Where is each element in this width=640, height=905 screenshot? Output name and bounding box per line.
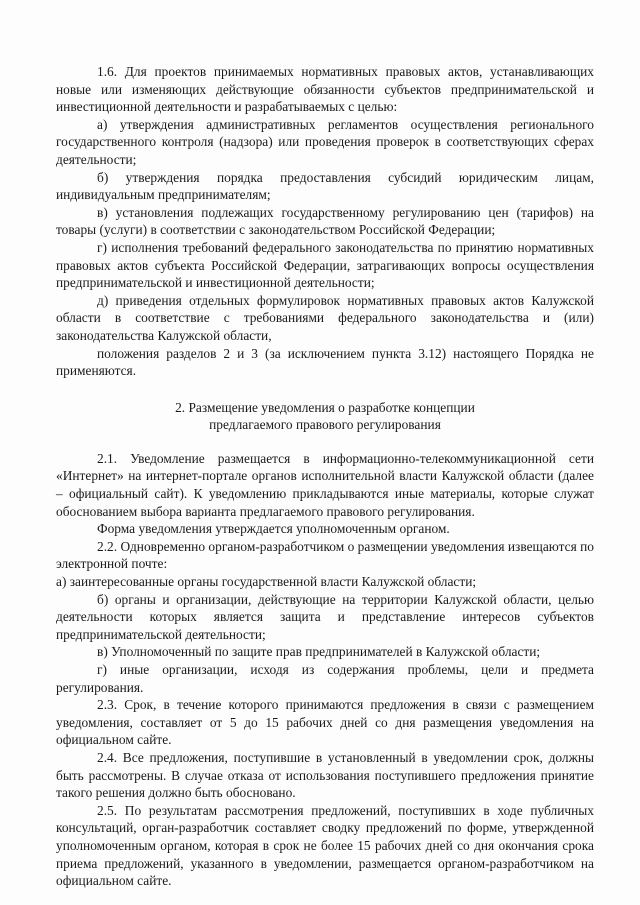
section-2-heading-line2: предлагаемого правового регулирования <box>209 417 441 433</box>
list-item-a: а) утверждения административных регламентов осуществления регионального государственного контроля (надзора) или проведения проверок в соответствующих сферах деятельности; <box>56 116 594 167</box>
section-2-heading-line1: 2. Размещение уведомления о разработке концепции <box>175 399 475 415</box>
list-item-2-b: б) органы и организации, действующие на территории Калужской области, целью деятельности которых является защита и представление интересов субъектов предпринимательской деятельности; <box>56 591 594 642</box>
list-item-2-a: а) заинтересованные органы государственной власти Калужской области; <box>56 574 477 590</box>
paragraph-2-2: 2.2. Одновременно органом-разработчиком о размещении уведомления извещаются по электронной почте: <box>56 538 594 572</box>
paragraph-form: Форма уведомления утверждается уполномоченным органом. <box>97 521 450 537</box>
list-item-v: в) установления подлежащих государственному регулированию цен (тарифов) на товары (услуги) в соответствии с законодательством Российской Федерации; <box>56 204 594 238</box>
list-item-d: д) приведения отдельных формулировок нормативных правовых актов Калужской области в соответствие с требованиями федерального законодательства и (или) законодательства Калужской области, <box>56 292 594 343</box>
paragraph-1-6: 1.6. Для проектов принимаемых нормативных правовых актов, устанавливающих новые или изменяющих действующие обязанности субъектов предпринимательской и инвестиционной деятельности и разрабатываемых с целью: <box>56 64 594 115</box>
paragraph-2-4: 2.4. Все предложения, поступившие в установленный в уведомлении срок, должны быть рассмотрены. В случае отказа от использования поступившего предложения принятие такого решения должно быть обосновано. <box>56 749 594 801</box>
list-item-2-g: г) иные организации, исходя из содержания проблемы, цели и предмета регулирования. <box>56 662 594 695</box>
document-body <box>56 63 594 890</box>
paragraph-closing: положения разделов 2 и 3 (за исключением пункта 3.12) настоящего Порядка не применяются. <box>56 345 594 379</box>
list-item-g: г) исполнения требований федерального законодательства по принятию нормативных правовых актов субъекта Российской Федерации, затрагивающих вопросы осуществления предпринимательской и инвестиционной деятельности; <box>56 239 594 291</box>
paragraph-2-5: 2.5. По результатам рассмотрения предложений, поступивших в ходе публичных консультаций, орган-разработчик составляет сводку предложений по форме, утвержденной уполномоченным органом, которая в срок не более 15 рабочих дней со дня окончания срока приема предложений, указанного в уведомлении, размещается органом-разработчиком на официальном сайте. <box>56 802 594 889</box>
section-2-heading <box>56 399 594 434</box>
paragraph-2-3: 2.3. Срок, в течение которого принимаются предложения в связи с размещением уведомления, составляет от 5 до 15 рабочих дней со дня размещения уведомления на официальном сайте. <box>56 697 594 748</box>
list-item-2-v: в) Уполномоченный по защите прав предпринимателей в Калужской области; <box>97 644 541 660</box>
list-item-b: б) утверждения порядка предоставления субсидий юридическим лицам, индивидуальным предпринимателям; <box>56 169 594 203</box>
paragraph-2-1: 2.1. Уведомление размещается в информационно-телекоммуникационной сети «Интернет» на интернет-портале органов исполнительной власти Калужской области (далее – официальный сайт). К уведомлению прикладываются иные материалы, которые служат обоснованием выбора варианта предлагаемого правового регулирования. <box>56 450 594 519</box>
